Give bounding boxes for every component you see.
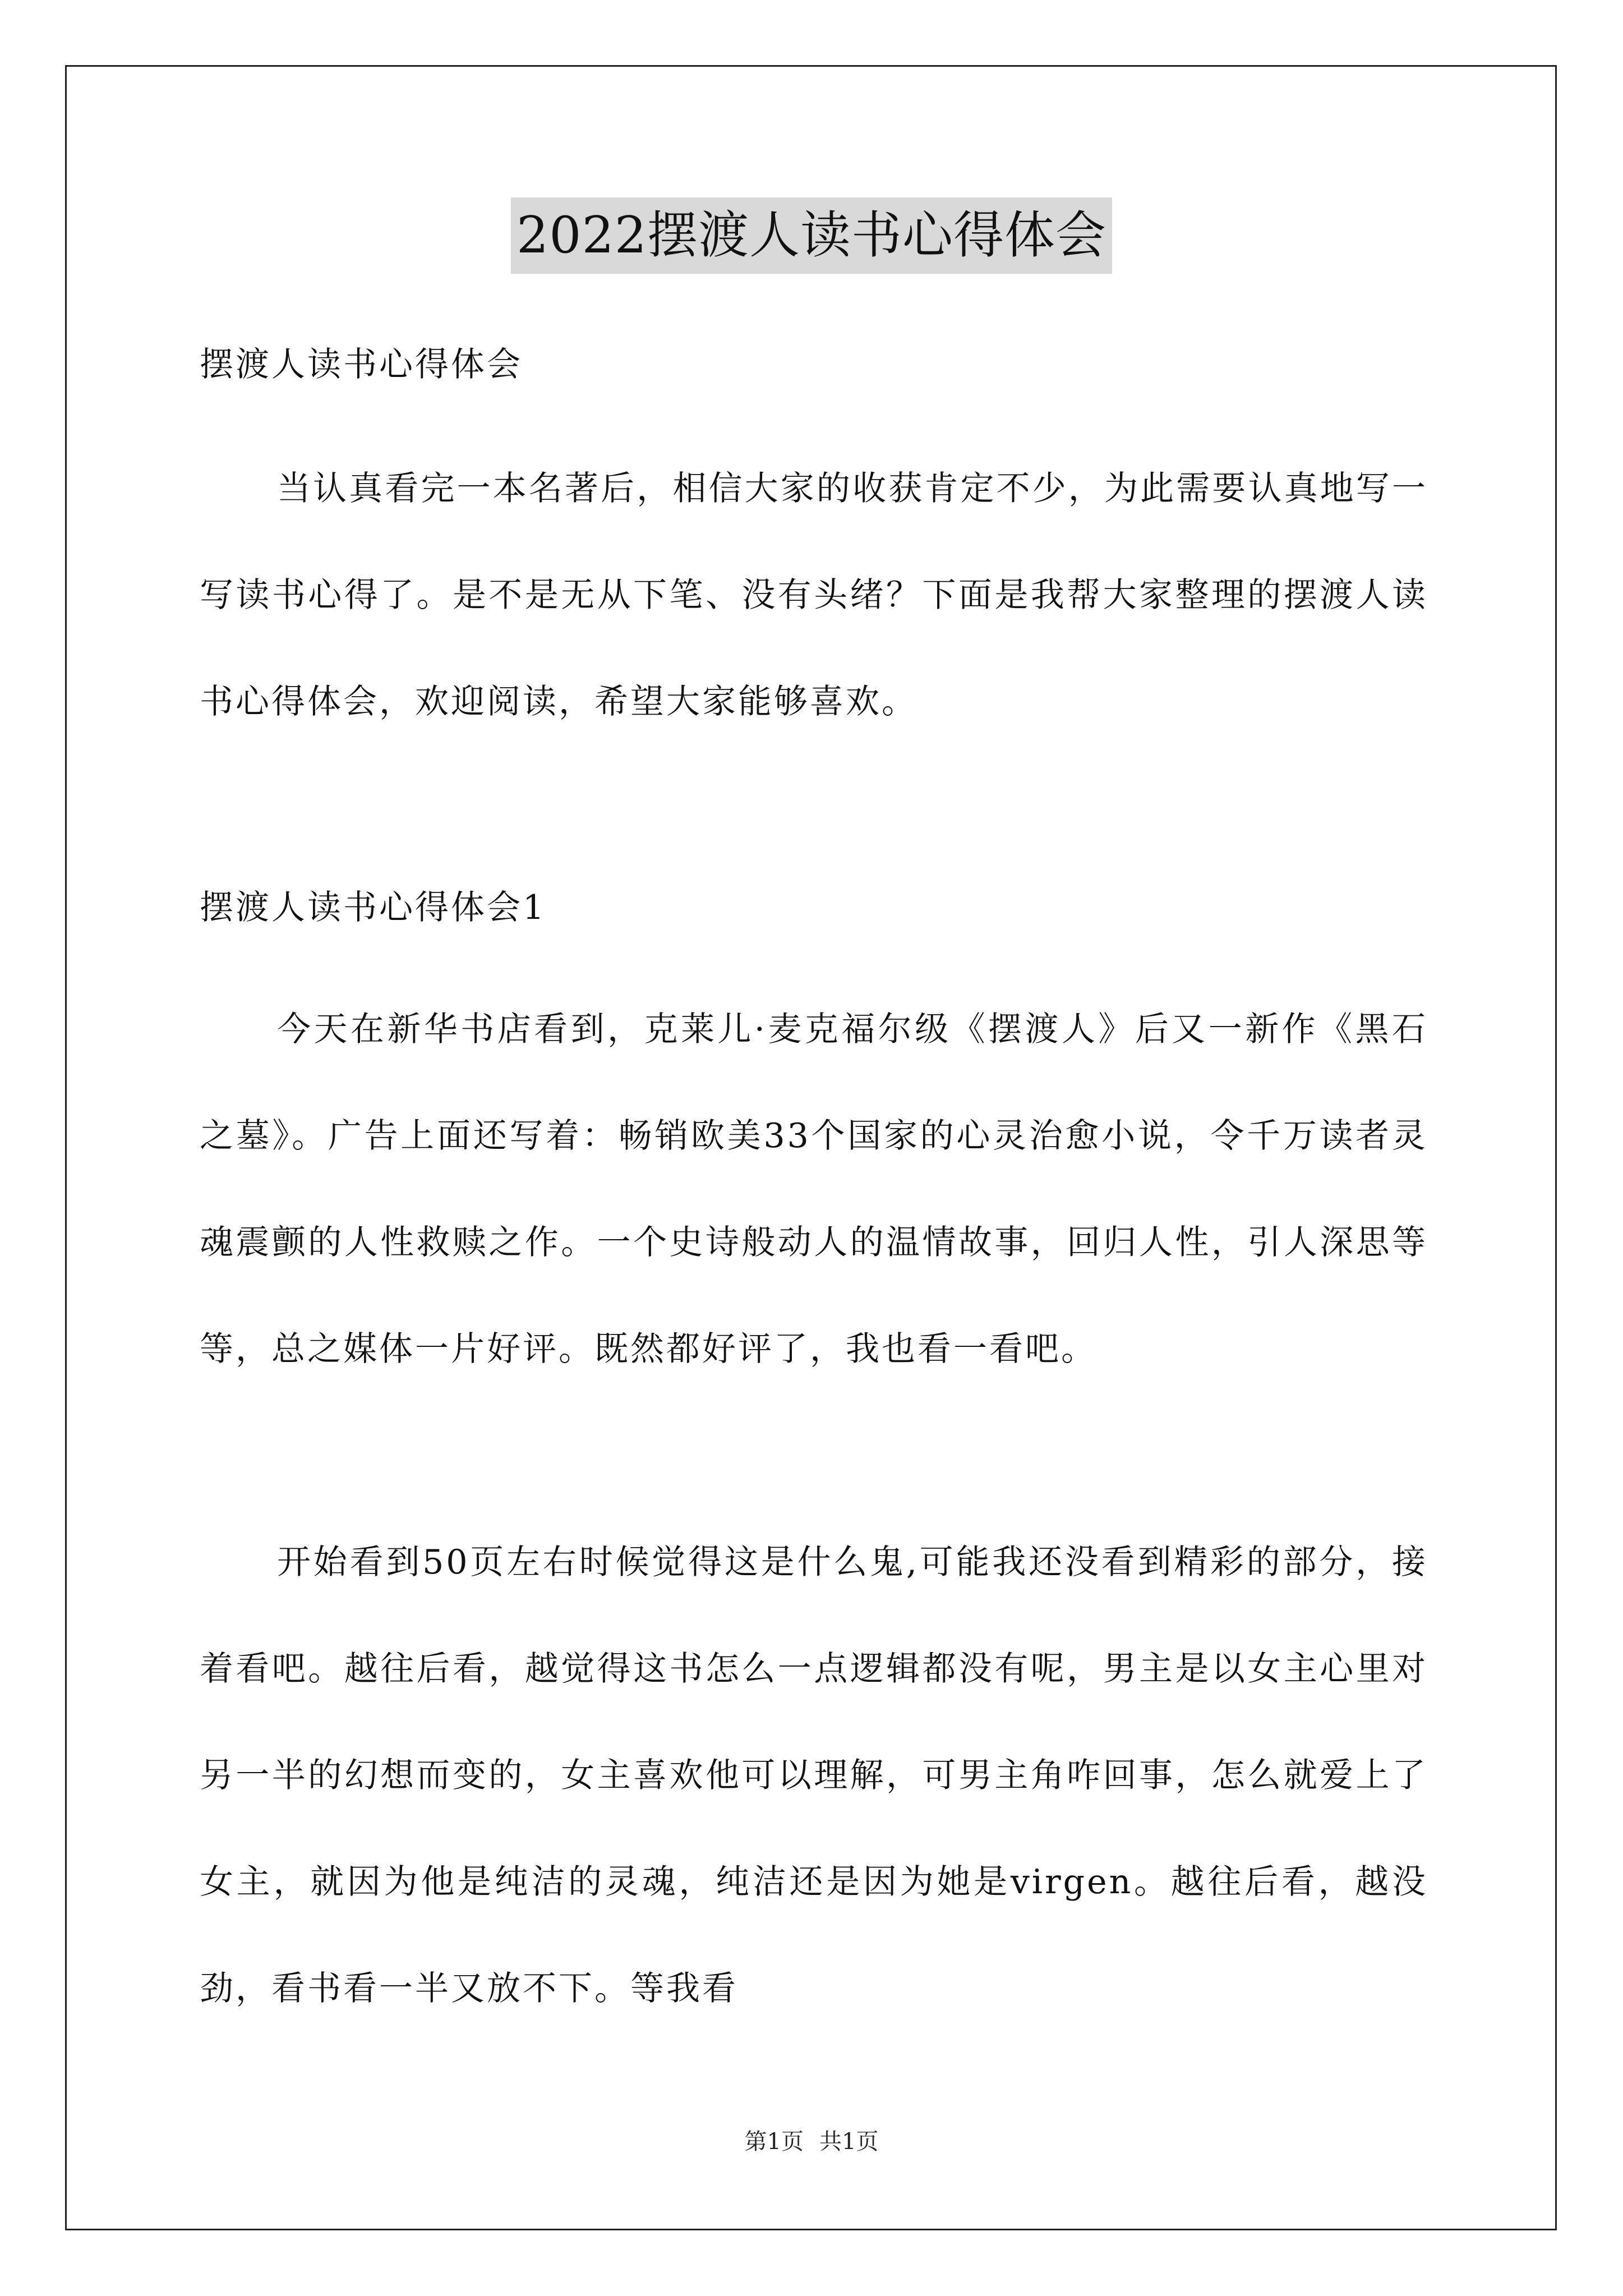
document-subtitle: 摆渡人读书心得体会 (200, 345, 523, 384)
page-number: 第1页 (744, 2129, 804, 2155)
total-pages: 共1页 (819, 2129, 879, 2155)
body-paragraph-1: 今天在新华书店看到，克莱儿·麦克福尔级《摆渡人》后又一新作《黑石之墓》。广告上面还写着：畅销欧美33个国家的心灵治愈小说，令千万读者灵魂震颤的人性救赎之作。一个史诗般动人的温情故事，回归人性，引人深思等等，总之媒体一片好评。既然都好评了，我也看一看吧。 (200, 1010, 1428, 1369)
page-footer (0, 2126, 1623, 2157)
body-paragraph-2: 开始看到50页左右时候觉得这是什么鬼,可能我还没看到精彩的部分，接着看吧。越往后看，越觉得这书怎么一点逻辑都没有呢，男主是以女主心里对另一半的幻想而变的，女主喜欢他可以理解，可男主角咋回事，怎么就爱上了女主，就因为他是纯洁的灵魂，纯洁还是因为她是virgen。越往后看，越没劲，看书看一半又放不下。等我看 (200, 1543, 1428, 2008)
section-heading: 摆渡人读书心得体会1 (200, 888, 547, 927)
document-title: 2022摆渡人读书心得体会 (511, 197, 1112, 274)
intro-paragraph: 当认真看完一本名著后，相信大家的收获肯定不少，为此需要认真地写一写读书心得了。是不是无从下笔、没有头绪？下面是我帮大家整理的摆渡人读书心得体会，欢迎阅读，希望大家能够喜欢。 (200, 469, 1428, 721)
title-container (0, 197, 1623, 274)
